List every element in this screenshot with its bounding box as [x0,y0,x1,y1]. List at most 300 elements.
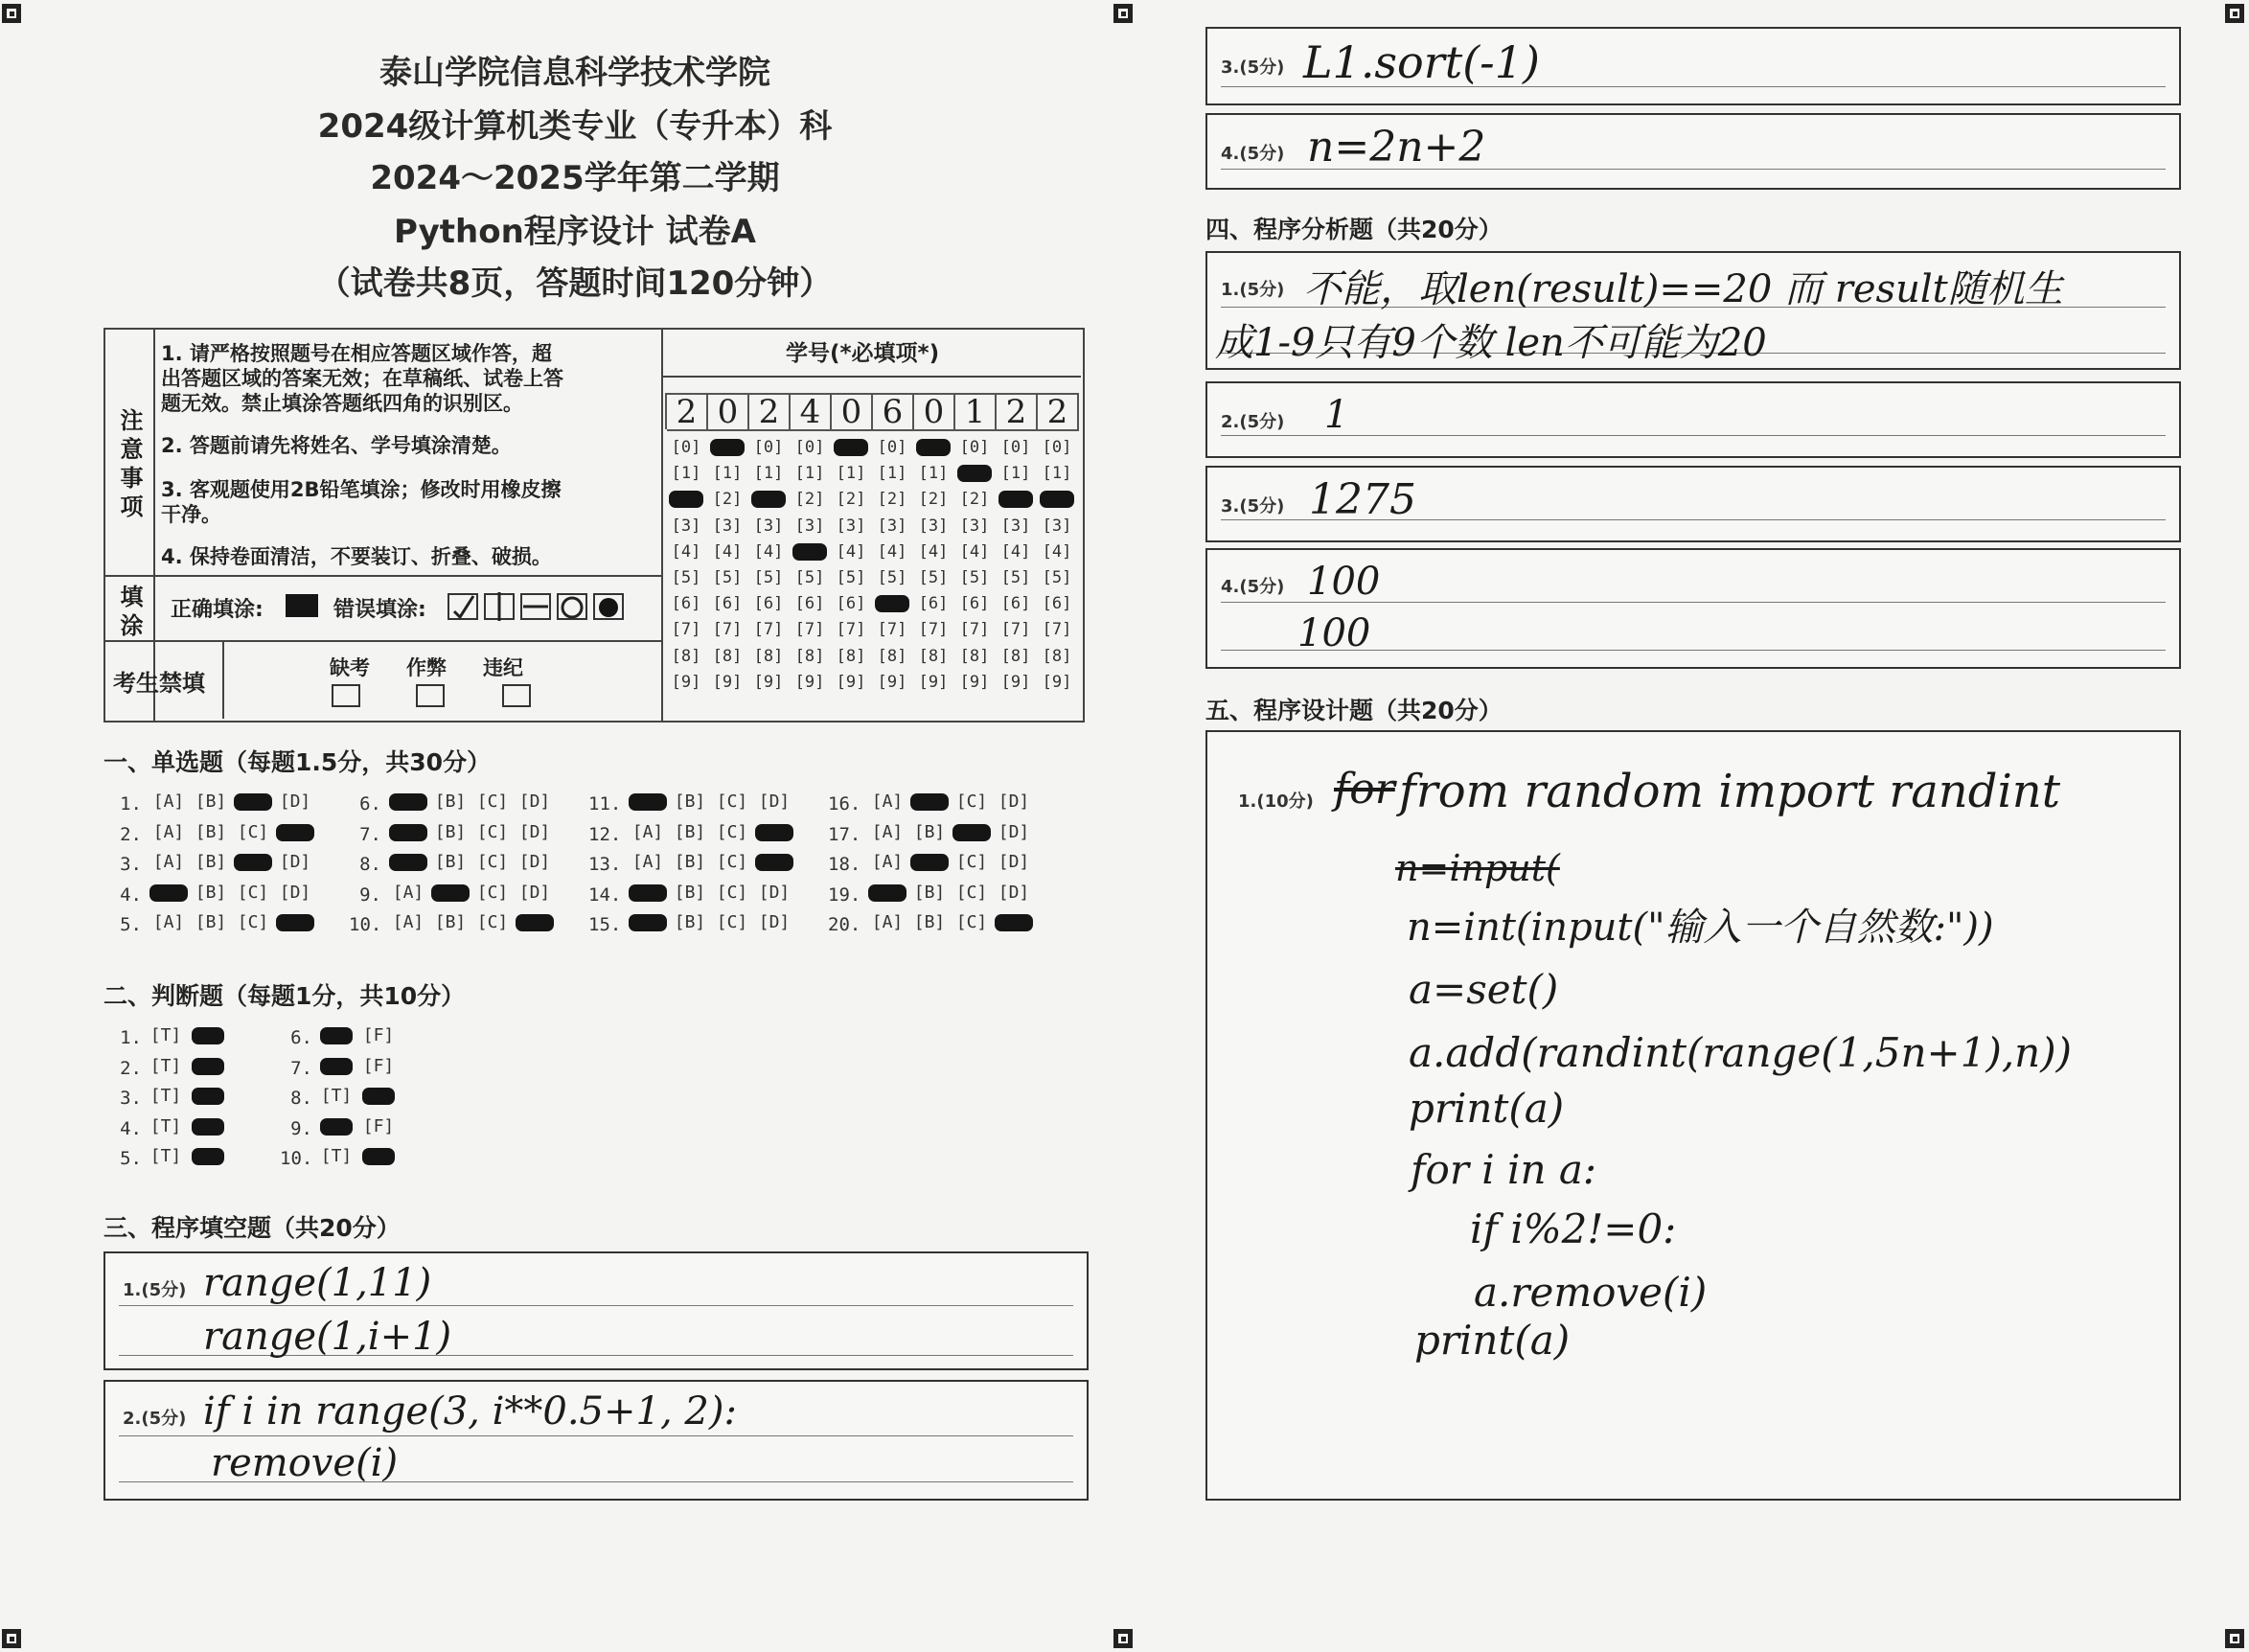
mc-option-bubble[interactable]: [B] [195,912,227,932]
tf-question-number: 2. [120,1057,142,1079]
mc-option-bubble[interactable]: [C] [716,882,748,903]
mc-option-bubble[interactable]: [A] [631,821,664,842]
mc-question-number: 11. [588,793,622,815]
student-id-bubble[interactable]: [4] [712,541,743,562]
forbid-label: 考生禁填 [113,670,205,697]
handwritten-code-line: from random import randint [1399,765,2060,818]
section2-title: 二、判断题（每题1分，共10分） [103,982,466,1010]
student-id-bubble[interactable]: [7] [877,620,907,640]
student-id-bubble[interactable]: [6] [1000,594,1031,614]
student-id-bubble[interactable]: [1] [712,464,743,484]
student-id-bubble[interactable]: [3] [918,516,949,536]
mc-option-bubble[interactable]: [B] [674,852,706,872]
mc-question-number: 14. [588,883,622,906]
student-id-bubble[interactable]: [9] [836,672,866,692]
handwritten-code-line: a.remove(i) [1474,1269,1708,1316]
corner-marker [2225,4,2244,23]
student-id-bubble[interactable]: [5] [918,568,949,587]
student-id-bubble[interactable]: [2] [712,490,743,510]
tf-question-number: 1. [120,1027,142,1048]
mc-question-number: 20. [828,914,861,935]
student-id-bubble[interactable]: [9] [1042,672,1072,692]
mc-option-bubble[interactable]: [A] [152,821,185,842]
mc-option-bubble[interactable] [629,793,667,811]
student-id-bubble[interactable]: [5] [1042,568,1072,587]
answer-box-4-1[interactable] [1205,251,2181,370]
mc-question-number: 10. [349,914,382,935]
handwritten-answer: 100 [1307,560,1381,604]
tf-option-bubble[interactable]: [T] [149,1025,182,1045]
student-id-bubble[interactable]: [2] [918,490,949,510]
student-id-bubble[interactable]: [3] [753,516,784,536]
student-id-digit[interactable]: 2 [667,393,708,431]
tf-option-bubble[interactable] [362,1088,395,1105]
mc-option-bubble[interactable] [276,824,314,841]
mc-option-bubble[interactable]: [D] [279,792,311,812]
mc-option-bubble[interactable]: [C] [716,792,748,812]
tf-option-bubble[interactable]: [F] [362,1115,395,1136]
mc-question-number: 17. [828,823,861,845]
forbid-absent-box[interactable] [332,684,360,707]
student-id-bubble[interactable]: [8] [1042,646,1072,666]
forbid-cheat-box[interactable] [416,684,445,707]
student-id-bubble[interactable]: [1] [753,464,784,484]
student-id-bubble[interactable]: [7] [753,620,784,640]
student-id-bubble[interactable] [834,439,868,456]
note-line: 1. 请严格按照题号在相应答题区域作答，超 [161,342,552,365]
mc-option-bubble[interactable]: [A] [152,792,185,812]
tf-option-bubble[interactable] [320,1027,353,1044]
section3-title: 三、程序填空题（共20分） [103,1214,401,1242]
mc-question-number: 13. [588,854,622,875]
answer-box-4-3[interactable] [1205,466,2181,542]
mc-option-bubble[interactable] [234,793,272,811]
mc-option-bubble[interactable]: [D] [758,912,791,932]
student-id-bubble[interactable]: [9] [918,672,949,692]
tf-option-bubble[interactable] [320,1058,353,1075]
student-id-digit[interactable]: 2 [749,393,791,431]
student-id-bubble[interactable]: [8] [712,646,743,666]
tf-question-number: 7. [290,1057,312,1079]
student-id-bubble[interactable]: [7] [712,620,743,640]
tf-option-bubble[interactable]: [T] [149,1115,182,1136]
mc-question-number: 7. [359,823,381,845]
fill-label: 填涂 [116,585,143,642]
mc-option-bubble[interactable]: [B] [913,912,946,932]
student-id-bubble[interactable]: [7] [918,620,949,640]
mc-option-bubble[interactable] [952,824,991,841]
section5-title: 五、程序设计题（共20分） [1205,697,1503,724]
forbid-violation-label: 违纪 [483,656,523,679]
student-id-digit[interactable]: 2 [1038,393,1079,431]
note-line: 3. 客观题使用2B铅笔填涂；修改时用橡皮擦 [161,478,562,501]
student-id-bubble[interactable]: [6] [753,594,784,614]
mc-option-bubble[interactable]: [D] [998,792,1030,812]
handwritten-answer: 1275 [1309,475,1416,524]
mc-question-number: 6. [359,793,381,815]
student-id-bubble[interactable]: [1] [877,464,907,484]
mc-option-bubble[interactable]: [B] [195,852,227,872]
student-id-bubble[interactable]: [2] [836,490,866,510]
mc-option-bubble[interactable]: [D] [518,792,551,812]
student-id-bubble[interactable]: [3] [712,516,743,536]
mc-option-bubble[interactable]: [D] [518,821,551,842]
exam-title: Python程序设计 试卷A [394,213,756,251]
corner-marker [2,4,21,23]
student-id-digit[interactable]: 6 [873,393,914,431]
student-id-bubble[interactable]: [0] [877,438,907,457]
student-id-bubble[interactable]: [5] [671,568,701,587]
tf-option-bubble[interactable]: [T] [320,1146,353,1166]
section4-title: 四、程序分析题（共20分） [1205,216,1503,243]
handwritten-answer: remove(i) [211,1441,399,1485]
student-id-bubble[interactable]: [6] [918,594,949,614]
tf-question-number: 4. [120,1117,142,1139]
answer-box-4-2[interactable] [1205,381,2181,458]
mc-option-bubble[interactable] [516,914,554,931]
handwritten-code-line: n=int(input("输入一个自然数:")) [1407,906,1994,950]
student-id-bubble[interactable]: [1] [1000,464,1031,484]
tf-option-bubble[interactable]: [T] [320,1086,353,1106]
answer-box-4-4[interactable] [1205,548,2181,669]
mc-option-bubble[interactable]: [C] [476,912,509,932]
mc-option-bubble[interactable] [276,914,314,931]
handwritten-answer: L1.sort(-1) [1303,36,1540,88]
mc-option-bubble[interactable]: [D] [998,852,1030,872]
handwritten-answer: 成1-9只有9个数 len不可能为20 [1215,321,1767,365]
exam-info: （试卷共8页，答题时间120分钟） [317,264,833,303]
student-id-bubble[interactable]: [5] [753,568,784,587]
student-id-bubble[interactable]: [7] [1000,620,1031,640]
mc-question-number: 5. [120,914,142,935]
mc-option-bubble[interactable]: [B] [674,821,706,842]
mc-option-bubble[interactable]: [B] [195,882,227,903]
student-id-bubble[interactable] [792,543,827,561]
mc-question-number: 1. [120,793,142,815]
student-id-bubble[interactable]: [9] [712,672,743,692]
mc-option-bubble[interactable]: [D] [518,882,551,903]
class-title: 2024级计算机类专业（专升本）科 [317,107,833,146]
student-id-bubble[interactable]: [5] [877,568,907,587]
student-id-bubble[interactable]: [2] [794,490,825,510]
mc-option-bubble[interactable]: [D] [998,882,1030,903]
mc-option-bubble[interactable] [389,854,427,871]
mc-option-bubble[interactable]: [C] [716,852,748,872]
mc-option-bubble[interactable]: [C] [237,912,269,932]
mc-option-bubble[interactable]: [B] [913,882,946,903]
question-score: 2.(5分) [123,1409,187,1429]
student-id-bubble[interactable]: [8] [959,646,990,666]
student-id-bubble[interactable] [957,465,992,482]
question-score: 1.(5分) [1221,280,1285,300]
mc-option-bubble[interactable]: [C] [716,821,748,842]
student-id-bubble[interactable] [669,491,703,508]
student-id-bubble[interactable] [1040,491,1074,508]
note-line: 干净。 [161,503,221,526]
question-score: 3.(5分) [1221,57,1285,78]
student-id-bubble[interactable] [710,439,745,456]
student-id-bubble[interactable]: [4] [671,541,701,562]
forbid-violation-box[interactable] [502,684,531,707]
mc-option-bubble[interactable]: [D] [758,792,791,812]
answer-box-3-1[interactable] [103,1251,1089,1370]
mc-option-bubble[interactable] [910,793,949,811]
mc-option-bubble[interactable]: [A] [871,912,904,932]
mc-option-bubble[interactable]: [A] [392,912,425,932]
corner-marker [2,1629,21,1648]
student-id-bubble[interactable]: [7] [671,620,701,640]
student-id-bubble[interactable]: [4] [959,541,990,562]
mc-question-number: 3. [120,854,142,875]
student-id-bubble[interactable]: [8] [1000,646,1031,666]
question-score: 3.(5分) [1221,496,1285,516]
term-title: 2024～2025学年第二学期 [370,159,780,197]
mc-option-bubble[interactable]: [D] [998,821,1030,842]
tf-option-bubble[interactable] [192,1088,224,1105]
section1-title: 一、单选题（每题1.5分，共30分） [103,748,492,776]
mc-option-bubble[interactable] [234,854,272,871]
correct-fill-label: 正确填涂: [171,598,264,622]
mc-option-bubble[interactable] [995,914,1033,931]
mc-option-bubble[interactable]: [C] [476,852,509,872]
note-line: 出答题区域的答案无效；在草稿纸、试卷上答 [161,367,563,390]
mc-option-bubble[interactable]: [A] [392,882,425,903]
answer-box-3-4[interactable] [1205,113,2181,190]
student-id-bubble[interactable]: [9] [877,672,907,692]
student-id-digit[interactable]: 0 [832,393,873,431]
mc-option-bubble[interactable]: [A] [871,852,904,872]
mc-question-number: 16. [828,793,861,815]
mc-option-bubble[interactable]: [D] [758,882,791,903]
mc-option-bubble[interactable]: [B] [674,912,706,932]
student-id-bubble[interactable]: [9] [1000,672,1031,692]
mc-option-bubble[interactable] [755,854,793,871]
student-id-bubble[interactable] [751,491,786,508]
mc-option-bubble[interactable]: [C] [955,912,988,932]
notes-label: 注意事项 [116,408,143,523]
mc-option-bubble[interactable]: [B] [195,792,227,812]
student-id-bubble[interactable] [998,491,1033,508]
mc-question-number: 15. [588,914,622,935]
student-id-bubble[interactable]: [6] [836,594,866,614]
tf-question-number: 10. [280,1148,313,1169]
student-id-digit[interactable]: 1 [955,393,997,431]
student-id-bubble[interactable]: [7] [959,620,990,640]
tf-question-number: 8. [290,1088,312,1109]
student-id-bubble[interactable]: [9] [959,672,990,692]
tf-option-bubble[interactable]: [T] [149,1146,182,1166]
mc-option-bubble[interactable]: [A] [152,912,185,932]
tf-question-number: 3. [120,1088,142,1109]
student-id-digit[interactable]: 0 [914,393,955,431]
student-id-bubble[interactable]: [2] [959,490,990,510]
student-id-bubble[interactable]: [4] [1042,541,1072,562]
handwritten-answer: n=2n+2 [1307,123,1486,172]
student-id-bubble[interactable]: [4] [753,541,784,562]
tf-question-number: 6. [290,1027,312,1048]
student-id-bubble[interactable]: [8] [671,646,701,666]
wrong-fill-samples [447,590,638,625]
question-score: 1.(10分) [1238,792,1314,812]
student-id-bubble[interactable] [875,595,909,612]
tf-option-bubble[interactable] [192,1118,224,1136]
student-id-bubble[interactable]: [4] [1000,541,1031,562]
handwritten-code-line: print(a) [1414,1317,1571,1364]
student-id-bubble[interactable]: [8] [794,646,825,666]
student-id-bubble[interactable]: [5] [1000,568,1031,587]
student-id-bubble[interactable]: [9] [794,672,825,692]
student-id-bubble[interactable]: [0] [1000,438,1031,457]
mc-option-bubble[interactable]: [A] [631,852,664,872]
question-score: 4.(5分) [1221,577,1285,597]
student-id-bubble[interactable]: [4] [918,541,949,562]
student-id-bubble[interactable]: [5] [794,568,825,587]
student-id-bubble[interactable]: [3] [1042,516,1072,536]
mc-option-bubble[interactable]: [D] [518,852,551,872]
handwritten-code-line: a.add(randint(range(1,5n+1),n)) [1409,1029,2072,1076]
mc-option-bubble[interactable]: [A] [152,852,185,872]
mc-question-number: 8. [359,854,381,875]
student-id-bubble[interactable]: [5] [836,568,866,587]
tf-option-bubble[interactable] [192,1027,224,1044]
student-id-bubble[interactable] [916,439,951,456]
student-id-bubble[interactable]: [7] [794,620,825,640]
student-id-bubble[interactable]: [1] [671,464,701,484]
handwritten-answer: range(1,11) [203,1261,432,1305]
student-id-digit[interactable]: 0 [708,393,749,431]
student-id-bubble[interactable]: [5] [712,568,743,587]
mc-option-bubble[interactable]: [C] [237,821,269,842]
tf-option-bubble[interactable]: [F] [362,1055,395,1076]
student-id-bubble[interactable]: [0] [753,438,784,457]
mc-option-bubble[interactable]: [C] [955,792,988,812]
mc-question-number: 4. [120,883,142,906]
mc-option-bubble[interactable] [629,884,667,902]
student-id-bubble[interactable]: [0] [671,438,701,457]
tf-option-bubble[interactable]: [F] [362,1025,395,1045]
student-id-bubble[interactable]: [1] [918,464,949,484]
mc-option-bubble[interactable]: [C] [476,882,509,903]
student-id-title: 学号(*必填项*) [786,341,940,366]
student-id-bubble[interactable]: [7] [1042,620,1072,640]
mc-option-bubble[interactable]: [D] [279,882,311,903]
mc-option-bubble[interactable] [431,884,470,902]
forbid-absent-label: 缺考 [330,656,370,679]
student-id-bubble[interactable]: [3] [959,516,990,536]
mc-option-bubble[interactable]: [D] [279,852,311,872]
student-id-bubble[interactable]: [2] [877,490,907,510]
mc-option-bubble[interactable]: [C] [237,882,269,903]
student-id-bubble[interactable]: [4] [877,541,907,562]
mc-option-bubble[interactable] [389,824,427,841]
mc-option-bubble[interactable]: [B] [434,912,467,932]
tf-option-bubble[interactable] [362,1148,395,1165]
handwritten-code-line: if i%2!=0: [1470,1205,1677,1252]
school-title: 泰山学院信息科学技术学院 [379,54,770,92]
note-line: 2. 答题前请先将姓名、学号填涂清楚。 [161,434,512,457]
tf-question-number: 9. [290,1117,312,1139]
struck-text: for [1334,765,1395,814]
student-id-bubble[interactable]: [3] [1000,516,1031,536]
student-id-bubble[interactable]: [8] [918,646,949,666]
mc-option-bubble[interactable]: [C] [955,852,988,872]
student-id-digit[interactable]: 4 [791,393,832,431]
answer-box-3-3[interactable] [1205,27,2181,105]
question-score: 2.(5分) [1221,412,1285,432]
student-id-bubble[interactable]: [7] [836,620,866,640]
student-id-bubble[interactable]: [6] [671,594,701,614]
mc-option-bubble[interactable]: [B] [434,792,467,812]
student-id-bubble[interactable]: [8] [836,646,866,666]
student-id-bubble[interactable]: [0] [1042,438,1072,457]
mc-option-bubble[interactable]: [B] [434,852,467,872]
mc-option-bubble[interactable]: [C] [476,792,509,812]
student-id-bubble[interactable]: [3] [794,516,825,536]
student-id-digit[interactable]: 2 [997,393,1038,431]
student-id-bubble[interactable]: [6] [794,594,825,614]
correct-fill-sample [286,594,318,617]
student-id-bubble[interactable]: [9] [671,672,701,692]
mc-option-bubble[interactable] [868,884,906,902]
mc-option-bubble[interactable] [910,854,949,871]
student-id-bubble[interactable]: [8] [877,646,907,666]
mc-option-bubble[interactable]: [B] [674,882,706,903]
student-id-bubble[interactable]: [6] [1042,594,1072,614]
tf-option-bubble[interactable] [192,1058,224,1075]
student-id-bubble[interactable]: [0] [959,438,990,457]
mc-question-number: 9. [359,883,381,906]
tf-option-bubble[interactable] [192,1148,224,1165]
note-line: 4. 保持卷面清洁，不要装订、折叠、破损。 [161,545,552,568]
student-id-bubble[interactable]: [0] [794,438,825,457]
student-id-bubble[interactable]: [1] [794,464,825,484]
handwritten-answer: 100 [1297,611,1371,655]
mc-option-bubble[interactable]: [C] [476,821,509,842]
student-id-bubble[interactable]: [6] [712,594,743,614]
answer-box-5-1[interactable] [1205,730,2181,1501]
mc-option-bubble[interactable]: [B] [434,821,467,842]
mc-option-bubble[interactable] [755,824,793,841]
mc-option-bubble[interactable] [629,914,667,931]
mc-question-number: 2. [120,823,142,845]
student-id-bubble[interactable]: [3] [877,516,907,536]
mc-option-bubble[interactable] [149,884,188,902]
tf-option-bubble[interactable]: [T] [149,1086,182,1106]
mc-option-bubble[interactable]: [B] [674,792,706,812]
answer-box-3-2[interactable] [103,1380,1089,1501]
mc-option-bubble[interactable]: [A] [871,792,904,812]
student-id-bubble[interactable]: [3] [671,516,701,536]
student-id-bubble[interactable]: [9] [753,672,784,692]
student-id-bubble[interactable]: [4] [836,541,866,562]
student-id-bubble[interactable]: [1] [1042,464,1072,484]
student-id-bubble[interactable]: [3] [836,516,866,536]
forbid-cheat-label: 作弊 [406,656,447,679]
student-id-bubble[interactable]: [5] [959,568,990,587]
tf-option-bubble[interactable] [320,1118,353,1136]
mc-option-bubble[interactable]: [B] [913,821,946,842]
question-score: 4.(5分) [1221,144,1285,164]
mc-option-bubble[interactable]: [B] [195,821,227,842]
student-id-bubble[interactable]: [6] [959,594,990,614]
mc-option-bubble[interactable]: [A] [871,821,904,842]
tf-option-bubble[interactable]: [T] [149,1055,182,1076]
student-id-bubble[interactable]: [8] [753,646,784,666]
student-id-bubble[interactable]: [1] [836,464,866,484]
mc-option-bubble[interactable] [389,793,427,811]
mc-option-bubble[interactable]: [C] [716,912,748,932]
mc-option-bubble[interactable]: [C] [955,882,988,903]
